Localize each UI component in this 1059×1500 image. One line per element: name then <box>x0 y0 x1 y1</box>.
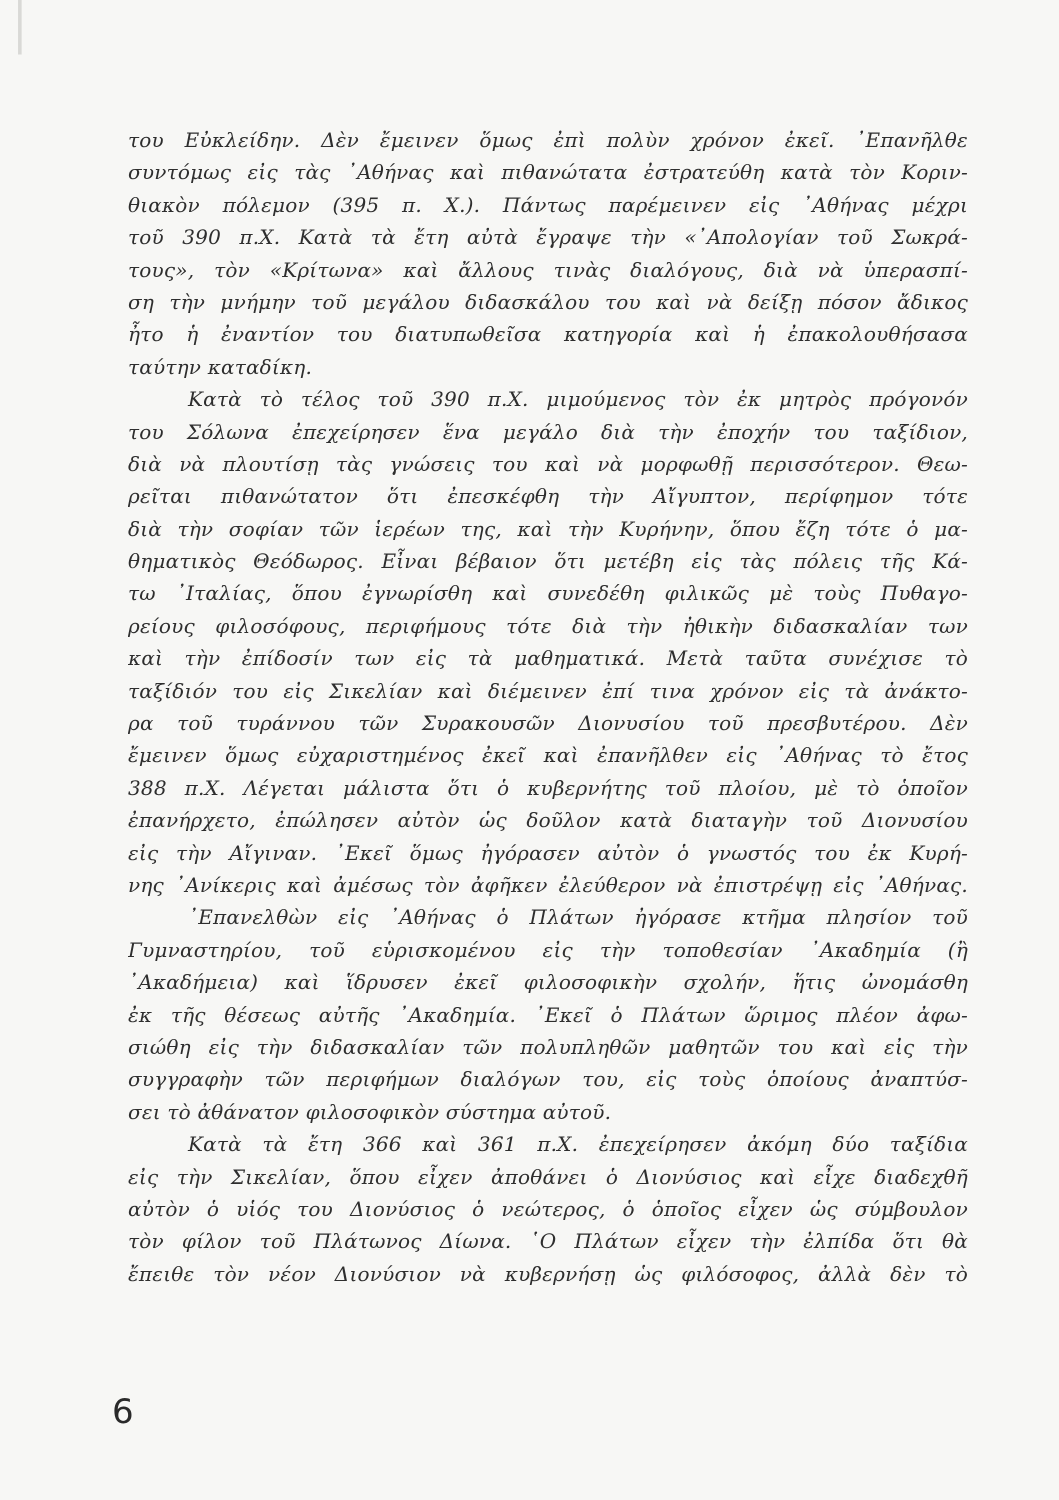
text-line: του Σόλωνα ἐπεχείρησεν ἕνα μεγάλο διὰ τὴν ἐποχήν του ταξίδιον, <box>128 419 968 444</box>
paragraph-first-line: ᾿Επανελθὼν εἰς ᾿Αθήνας ὁ Πλάτων ἠγόρασε κτῆμα πλησίον τοῦ <box>188 905 968 930</box>
paragraph-first-line: Κατὰ τὰ ἔτη 366 καὶ 361 π.Χ. ἐπεχείρησεν ἀκόμη δύο ταξίδια <box>188 1132 968 1157</box>
text-line: του Εὐκλείδην. Δὲν ἔμεινεν ὅμως ἐπὶ πολὺν χρόνον ἐκεῖ. ᾿Επανῆλθε <box>128 128 968 152</box>
text-line: ρεῖται πιθανώτατον ὅτι ἐπεσκέφθη τὴν Αἴγυπτον, περίφημον τότε <box>128 484 968 509</box>
text-line: νης ᾿Ανίκερις καὶ ἀμέσως τὸν ἀφῆκεν ἐλεύθερον νὰ ἐπιστρέψῃ εἰς ᾿Αθήνας. <box>128 872 968 897</box>
text-line: 388 π.Χ. Λέγεται μάλιστα ὅτι ὁ κυβερνήτης τοῦ πλοίου, μὲ τὸ ὁποῖον <box>128 775 968 800</box>
text-line: σιώθη εἰς τὴν διδασκαλίαν τῶν πολυπληθῶν μαθητῶν του καὶ εἰς τὴν <box>128 1034 968 1059</box>
text-line: εἰς τὴν Αἴγιναν. ᾿Εκεῖ ὅμως ἠγόρασεν αὐτὸν ὁ γνωστός του ἐκ Κυρή- <box>128 840 968 865</box>
text-line: Γυμναστηρίου, τοῦ εὑρισκομένου εἰς τὴν τοποθεσίαν ᾿Ακαδημία (ἢ <box>128 937 968 962</box>
text-line: συντόμως εἰς τὰς ᾿Αθήνας καὶ πιθανώτατα ἐστρατεύθη κατὰ τὸν Κοριν- <box>128 160 968 185</box>
text-line: ἔπειθε τὸν νέον Διονύσιον νὰ κυβερνήσῃ ὡς φιλόσοφος, ἀλλὰ δὲν τὸ <box>128 1261 968 1286</box>
text-line: αὐτὸν ὁ υἱός του Διονύσιος ὁ νεώτερος, ὁ ὁποῖος εἶχεν ὡς σύμβουλον <box>128 1196 968 1221</box>
text-line: τω ᾿Ιταλίας, ὅπου ἐγνωρίσθη καὶ συνεδέθη φιλικῶς μὲ τοὺς Πυθαγο- <box>128 581 968 606</box>
text-line: ταύτην καταδίκη. <box>128 354 313 379</box>
text-line: ἦτο ἡ ἐναντίον του διατυπωθεῖσα κατηγορία καὶ ἡ ἐπακολουθήσασα <box>128 322 968 347</box>
text-line: ἐκ τῆς θέσεως αὐτῆς ᾿Ακαδημία. ᾿Εκεῖ ὁ Πλάτων ὥριμος πλέον ἀφω- <box>128 1002 968 1027</box>
text-line: τους», τὸν «Κρίτωνα» καὶ ἄλλους τινὰς διαλόγους, διὰ νὰ ὑπερασπί- <box>128 257 968 282</box>
edge-bleed-mark: │ <box>6 0 34 54</box>
body-text <box>128 124 968 1290</box>
text-line: τὸν φίλον τοῦ Πλάτωνος Δίωνα. ῾Ο Πλάτων εἶχεν τὴν ἐλπίδα ὅτι θὰ <box>128 1229 968 1254</box>
text-line: ἔμεινεν ὅμως εὐχαριστημένος ἐκεῖ καὶ ἐπανῆλθεν εἰς ᾿Αθήνας τὸ ἔτος <box>128 743 968 768</box>
paragraph-first-line: Κατὰ τὸ τέλος τοῦ 390 π.Χ. μιμούμενος τὸν ἐκ μητρὸς πρόγονόν <box>188 387 968 412</box>
text-line: καὶ τὴν ἐπίδοσίν των εἰς τὰ μαθηματικά. Μετὰ ταῦτα συνέχισε τὸ <box>128 646 968 671</box>
text-line: ση τὴν μνήμην τοῦ μεγάλου διδασκάλου του καὶ νὰ δείξῃ πόσον ἄδικος <box>128 289 968 314</box>
text-line: θηματικὸς Θεόδωρος. Εἶναι βέβαιον ὅτι μετέβη εἰς τὰς πόλεις τῆς Κά- <box>128 549 968 574</box>
text-line: ταξίδιόν του εἰς Σικελίαν καὶ διέμεινεν ἐπί τινα χρόνον εἰς τὰ ἀνάκτο- <box>128 678 968 703</box>
text-line: ρείους φιλοσόφους, περιφήμους τότε διὰ τὴν ἠθικὴν διδασκαλίαν των <box>128 613 968 638</box>
text-line: ἐπανήρχετο, ἐπώλησεν αὐτὸν ὡς δοῦλον κατὰ διαταγὴν τοῦ Διονυσίου <box>128 808 968 833</box>
text-line: ᾿Ακαδήμεια) καὶ ἵδρυσεν ἐκεῖ φιλοσοφικὴν σχολήν, ἥτις ὠνομάσθη <box>128 970 968 995</box>
text-line: διὰ τὴν σοφίαν τῶν ἱερέων της, καὶ τὴν Κυρήνην, ὅπου ἔζη τότε ὁ μα- <box>128 516 968 541</box>
text-line: τοῦ 390 π.Χ. Κατὰ τὰ ἔτη αὐτὰ ἔγραψε τὴν «᾿Απολογίαν τοῦ Σωκρά- <box>128 225 968 250</box>
text-line: ρα τοῦ τυράννου τῶν Συρακουσῶν Διονυσίου τοῦ πρεσβυτέρου. Δὲν <box>128 711 968 736</box>
page-number: 6 <box>112 1392 134 1432</box>
text-line: εἰς τὴν Σικελίαν, ὅπου εἶχεν ἀποθάνει ὁ Διονύσιος καὶ εἶχε διαδεχθῆ <box>128 1164 968 1189</box>
text-line: θιακὸν πόλεμον (395 π. Χ.). Πάντως παρέμεινεν εἰς ᾿Αθήνας μέχρι <box>128 192 968 217</box>
text-line: συγγραφὴν τῶν περιφήμων διαλόγων του, εἰς τοὺς ὁποίους ἀναπτύσ- <box>128 1067 968 1092</box>
text-line: σει τὸ ἀθάνατον φιλοσοφικὸν σύστημα αὐτοῦ. <box>128 1099 612 1124</box>
text-line: διὰ νὰ πλουτίσῃ τὰς γνώσεις του καὶ νὰ μορφωθῇ περισσότερον. Θεω- <box>128 451 968 476</box>
